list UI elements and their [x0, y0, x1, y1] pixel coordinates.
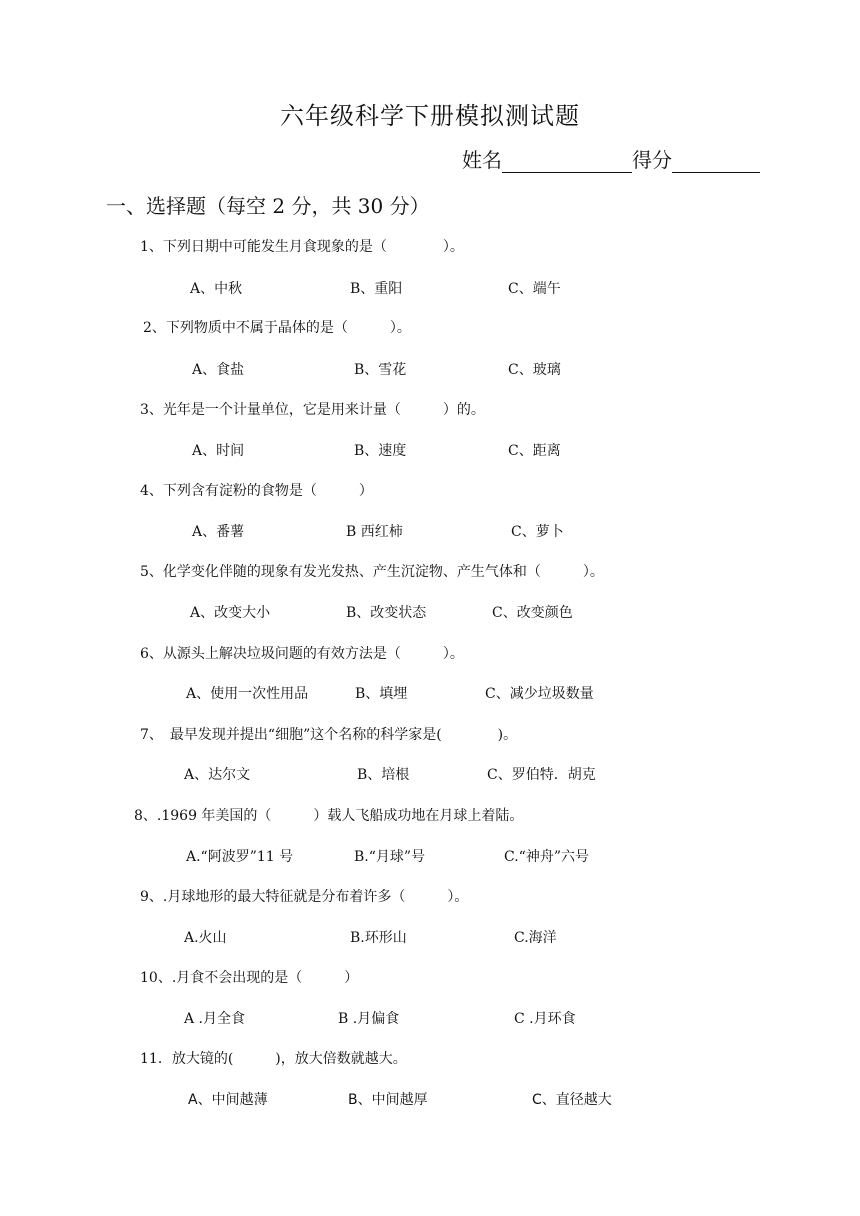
question-4: 4、下列含有淀粉的食物是（ ）	[140, 483, 373, 499]
q2-option-b[interactable]: B、雪花	[354, 362, 407, 378]
q8-option-c[interactable]: C.“神舟”六号	[504, 849, 589, 865]
q8-option-a[interactable]: A.“阿波罗”11 号	[186, 849, 294, 865]
q6-option-c[interactable]: C、减少垃圾数量	[485, 686, 594, 702]
q11-option-a[interactable]: A、中间越薄	[188, 1092, 268, 1108]
q6-option-a[interactable]: A、使用一次性用品	[186, 686, 309, 702]
q5-option-a[interactable]: A、改变大小	[190, 605, 271, 621]
q10-option-a[interactable]: A .月全食	[184, 1011, 246, 1027]
q3-option-a[interactable]: A、时间	[192, 443, 245, 459]
q3-option-b[interactable]: B、速度	[354, 443, 407, 459]
question-2: 2、下列物质中不属于晶体的是（ ）。	[143, 320, 411, 336]
q2-option-c[interactable]: C、玻璃	[508, 362, 561, 378]
q5-option-c[interactable]: C、改变颜色	[492, 605, 573, 621]
page-title: 六年级科学下册模拟测试题	[280, 102, 580, 130]
question-7: 7、 最早发现并提出“细胞”这个名称的科学家是( )。	[140, 727, 518, 743]
question-11: 11．放大镜的( )，放大倍数就越大。	[140, 1051, 407, 1067]
question-5: 5、化学变化伴随的现象有发光发热、产生沉淀物、产生气体和（ ）。	[140, 564, 604, 580]
question-10: 10、.月食不会出现的是（ ）	[140, 970, 359, 986]
q9-option-c[interactable]: C.海洋	[514, 930, 557, 946]
name-label: 姓名	[462, 148, 502, 172]
q1-option-c[interactable]: C、端午	[508, 281, 561, 297]
q11-option-b[interactable]: B、中间越厚	[348, 1092, 428, 1108]
q6-option-b[interactable]: B、填埋	[355, 686, 408, 702]
name-score-line	[462, 144, 760, 173]
q1-option-b[interactable]: B、重阳	[350, 281, 403, 297]
q3-option-c[interactable]: C、距离	[508, 443, 561, 459]
q11-option-c[interactable]: C、直径越大	[532, 1092, 612, 1108]
question-1: 1、下列日期中可能发生月食现象的是（ ）。	[140, 239, 464, 255]
q8-option-b[interactable]: B.“月球”号	[354, 849, 426, 865]
q1-option-a[interactable]: A、中秋	[190, 281, 243, 297]
q4-option-a[interactable]: A、番薯	[192, 524, 245, 540]
q4-option-c[interactable]: C、萝卜	[511, 524, 564, 540]
question-3: 3、光年是一个计量单位，它是用来计量（ ）的。	[140, 402, 485, 418]
q10-option-c[interactable]: C .月环食	[514, 1011, 576, 1027]
q10-option-b[interactable]: B .月偏食	[338, 1011, 400, 1027]
q7-option-b[interactable]: B、培根	[357, 767, 410, 783]
score-label: 得分	[632, 148, 672, 172]
q7-option-a[interactable]: A、达尔文	[184, 767, 251, 783]
question-8: 8、.1969 年美国的（ ）载人飞船成功地在月球上着陆。	[134, 808, 524, 824]
q9-option-b[interactable]: B.环形山	[350, 930, 407, 946]
q2-option-a[interactable]: A、食盐	[192, 362, 245, 378]
question-6: 6、从源头上解决垃圾问题的有效方法是（ ）。	[140, 646, 464, 662]
q4-option-b[interactable]: B 西红柿	[346, 524, 403, 540]
name-blank[interactable]	[502, 150, 632, 173]
question-9: 9、.月球地形的最大特征就是分布着许多（ ）。	[140, 889, 469, 905]
section-title: 一、选择题（每空 2 分，共 30 分）	[106, 194, 430, 218]
q7-option-c[interactable]: C、罗伯特．胡克	[487, 767, 596, 783]
q5-option-b[interactable]: B、改变状态	[346, 605, 427, 621]
q9-option-a[interactable]: A.火山	[184, 930, 227, 946]
score-blank[interactable]	[672, 150, 760, 173]
